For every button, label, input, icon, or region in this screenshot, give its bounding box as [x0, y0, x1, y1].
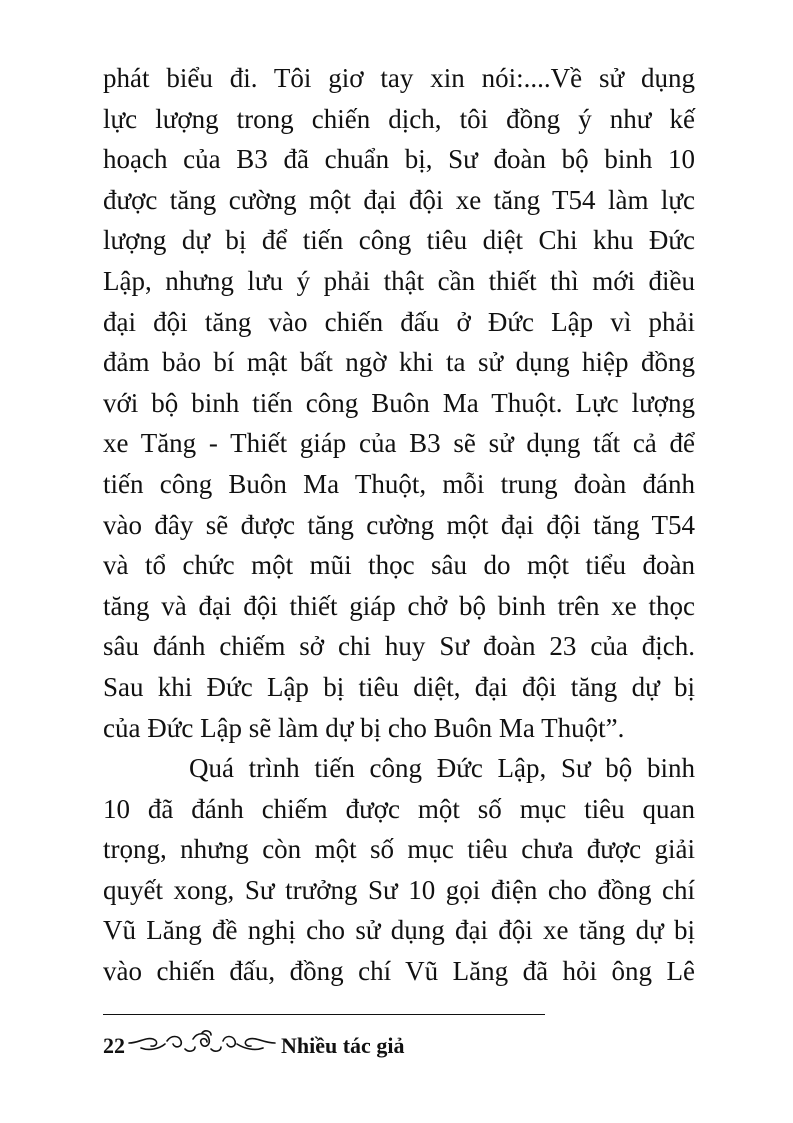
text-line: trọng, nhưng còn một số mục tiêu chưa được giải [103, 834, 695, 865]
page-footer [103, 1026, 404, 1066]
text-line: tăng và đại đội thiết giáp chở bộ binh trên xe thọc [103, 590, 695, 621]
text-line: vào chiến đấu, đồng chí Vũ Lăng đã hỏi ông Lê [103, 956, 695, 987]
text-line: Quá trình tiến công Đức Lập, Sư bộ binh [189, 753, 695, 784]
text-line: lực lượng trong chiến dịch, tôi đồng ý như kế [103, 103, 695, 134]
text-line: hoạch của B3 đã chuẩn bị, Sư đoàn bộ binh 10 [103, 144, 695, 175]
author-name: Nhiều tác giả [281, 1033, 405, 1058]
text-line: tiến công Buôn Ma Thuột, mỗi trung đoàn đánh [103, 468, 695, 499]
text-line: Lập, nhưng lưu ý phải thật cần thiết thì mới điều [103, 265, 695, 296]
text-line: 10 đã đánh chiếm được một số mục tiêu quan [103, 793, 695, 824]
text-line: Sau khi Đức Lập bị tiêu diệt, đại đội tăng dự bị [103, 671, 695, 702]
text-line: Vũ Lăng đề nghị cho sử dụng đại đội xe tăng dự bị [103, 915, 695, 946]
text-line: lượng dự bị để tiến công tiêu diệt Chi khu Đức [103, 225, 695, 256]
text-line: xe Tăng - Thiết giáp của B3 sẽ sử dụng tất cả để [103, 428, 695, 459]
text-line: và tổ chức một mũi thọc sâu do một tiểu đoàn [103, 550, 695, 581]
text-line: đảm bảo bí mật bất ngờ khi ta sử dụng hiệp đồng [103, 347, 695, 378]
text-line: đại đội tăng vào chiến đấu ở Đức Lập vì phải [103, 306, 695, 337]
text-line: phát biểu đi. Tôi giơ tay xin nói:....Về sử dụng [103, 63, 695, 93]
text-line: vào đây sẽ được tăng cường một đại đội tăng T54 [103, 509, 695, 540]
text-line: sâu đánh chiếm sở chi huy Sư đoàn 23 của địch. [103, 631, 695, 662]
scroll-ornament-icon [127, 1029, 277, 1063]
text-line: của Đức Lập sẽ làm dự bị cho Buôn Ma Thuột”. [103, 712, 625, 743]
footer-divider [103, 1014, 545, 1015]
text-line: với bộ binh tiến công Buôn Ma Thuột. Lực lượng [103, 387, 695, 418]
page-body [103, 58, 695, 992]
page-number: 22 [103, 1033, 125, 1058]
text-line: được tăng cường một đại đội xe tăng T54 làm lực [103, 184, 695, 215]
text-line: quyết xong, Sư trưởng Sư 10 gọi điện cho đồng chí [103, 874, 695, 905]
